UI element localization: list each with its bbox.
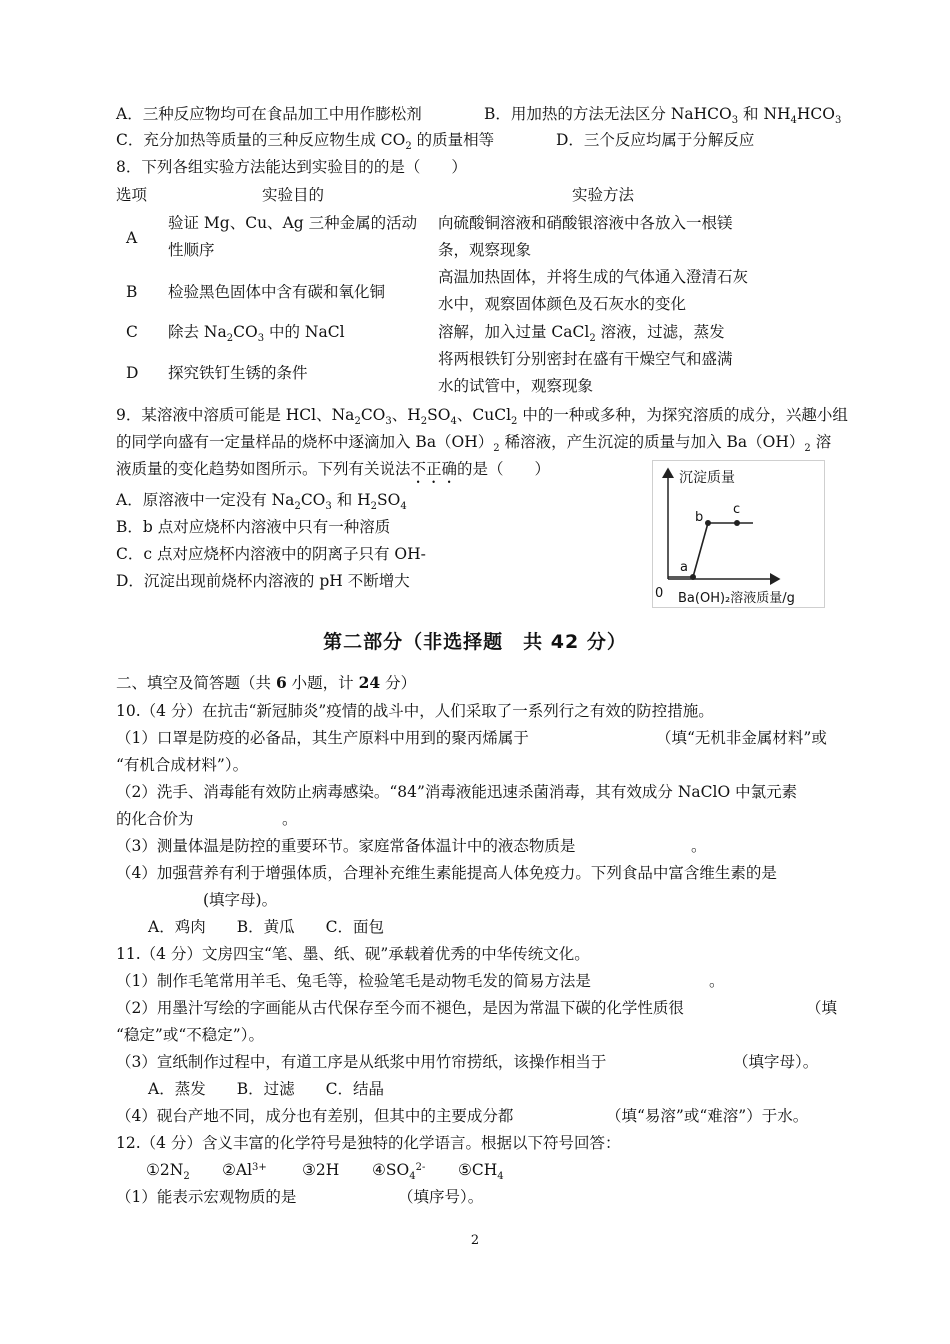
q8-row-a-method-2: 条，观察现象	[438, 241, 532, 259]
q11-part-2-choice: （填	[806, 999, 838, 1017]
q12-symbol-2: $②Al^{3+}$	[222, 1161, 267, 1179]
graph-y-label: 沉淀质量	[679, 470, 735, 486]
q10-part-1-cont: “有机合成材料”）。	[116, 756, 249, 774]
q7-option-c: C．充分加热等质量的三种反应物生成 $CO_2$ 的质量相等	[116, 131, 495, 152]
q10-part-2: （2）洗手、消毒能有效防止病毒感染。“84”消毒液能迅速杀菌消毒，其有效成分 NaClO 中氯元素	[116, 783, 798, 801]
q8-row-a-purpose-2: 性顺序	[168, 241, 215, 259]
q8-row-c-method: 溶解，加入过量 CaCl$_2$ 溶液，过滤，蒸发	[438, 323, 725, 344]
q10-part-1: （1）口罩是防疫的必备品，其生产原料中用到的聚丙烯属于	[116, 729, 529, 747]
q10-part-3-end: 。	[691, 837, 707, 855]
page-number: 2	[470, 1233, 480, 1248]
q10-part-4: （4）加强营养有利于增强体质，合理补充维生素能提高人体免疫力。下列食品中富含维生素的是	[116, 864, 777, 882]
q8-row-c-option: C	[126, 323, 138, 341]
q11-part-4: （4）砚台产地不同，成分也有差别，但其中的主要成分都	[116, 1107, 514, 1125]
q8-row-d-purpose: 探究铁钉生锈的条件	[168, 364, 308, 382]
graph-label-c: c	[733, 502, 741, 517]
q11-part-2: （2）用墨汁写绘的字画能从古代保存至今而不褪色，是因为常温下碳的化学性质很	[116, 999, 684, 1017]
q9-stem-line-2: 的同学向盛有一定量样品的烧杯中逐滴加入 $Ba(OH)_2$ 稀溶液，产生沉淀的质量与加入 $Ba(OH)_2$ 溶	[116, 433, 832, 454]
q8-row-d-option: D	[126, 364, 139, 382]
q9-stem-line-3: 液质量的变化趋势如图所示。下列有关说法不正确的是（ ）	[116, 460, 551, 478]
q11-part-2-cont: “稳定”或“不稳定”）。	[116, 1026, 264, 1044]
q12-symbol-5: $⑤CH_4$	[458, 1161, 504, 1182]
q8-row-b-option: B	[126, 283, 138, 301]
q9-option-b: B．b 点对应烧杯内溶液中只有一种溶质	[116, 518, 391, 536]
q7-option-a: A．三种反应物均可在食品加工中用作膨松剂	[116, 105, 422, 123]
q8-row-d-method-2: 水的试管中，观察现象	[438, 377, 594, 395]
q12-part-1: （1）能表示宏观物质的是	[116, 1188, 297, 1206]
graph-label-a: a	[680, 560, 688, 575]
q8-row-b-method-1: 高温加热固体，并将生成的气体通入澄清石灰	[438, 268, 749, 286]
q10-part-1-choice: （填“无机非金属材料”或	[656, 729, 827, 747]
graph-point-b	[705, 520, 711, 526]
part-two-heading: 第二部分（非选择题 共 42 分）	[323, 631, 627, 653]
q11-part-3-choice: （填字母）。	[733, 1053, 819, 1071]
q8-row-b-purpose: 检验黑色固体中含有碳和氧化铜	[168, 283, 386, 301]
graph-line-rise	[693, 523, 708, 577]
q9-precipitate-graph	[652, 460, 825, 608]
q10-part-2-end: 。	[282, 810, 298, 828]
q8-row-d-method-1: 将两根铁钉分别密封在盛有干燥空气和盛满	[438, 350, 733, 368]
q8-row-a-option: A	[126, 229, 138, 247]
q12-symbol-3: ③2H	[302, 1161, 340, 1179]
q9-option-c: C．c 点对应烧杯内溶液中的阴离子只有 OH-	[116, 545, 426, 563]
q10-part-4-options: A．鸡肉 B．黄瓜 C．面包	[148, 918, 384, 936]
q11-part-4-choice: （填“易溶”或“难溶”）于水。	[606, 1107, 809, 1125]
q9-option-d: D．沉淀出现前烧杯内溶液的 pH 不断增大	[116, 572, 410, 590]
graph-x-label: Ba(OH)₂溶液质量/g	[678, 591, 795, 606]
q8-row-a-method-1: 向硫酸铜溶液和硝酸银溶液中各放入一根镁	[438, 214, 733, 232]
q7-option-d: D．三个反应均属于分解反应	[556, 131, 755, 149]
graph-origin-label: 0	[655, 586, 664, 601]
q10-part-4-cont: (填字母)。	[203, 891, 278, 909]
q12-symbol-1: $①2N_2$	[146, 1161, 190, 1182]
q8-header-option: 选项	[116, 186, 148, 204]
q12-stem: 12.（4 分）含义丰富的化学符号是独特的化学语言。根据以下符号回答：	[116, 1134, 621, 1152]
q10-part-2-cont: 的化合价为	[116, 810, 194, 828]
q8-row-c-purpose: 除去 $Na_2CO_3$ 中的 NaCl	[168, 323, 345, 344]
q8-header-method: 实验方法	[572, 186, 635, 204]
q9-option-a: A．原溶液中一定没有 $Na_2CO_3$ 和 $H_2SO_4$	[116, 491, 407, 512]
section-two-title: 二、填空及简答题（共 6 小题，计 24 分）	[116, 673, 417, 692]
q8-stem: 8．下列各组实验方法能达到实验目的的是（ ）	[116, 158, 467, 176]
q10-stem: 10.（4 分）在抗击“新冠肺炎”疫情的战斗中，人们采取了一系列行之有效的防控措施。	[116, 702, 714, 720]
q8-row-b-method-2: 水中，观察固体颜色及石灰水的变化	[438, 295, 687, 313]
q11-part-1-end: 。	[709, 972, 725, 990]
q12-symbol-4: $④SO_4^{2-}$	[372, 1161, 426, 1182]
graph-label-b: b	[695, 510, 704, 525]
q10-part-3: （3）测量体温是防控的重要环节。家庭常备体温计中的液态物质是	[116, 837, 576, 855]
q11-stem: 11.（4 分）文房四宝“笔、墨、纸、砚”承载着优秀的中华传统文化。	[116, 945, 590, 963]
q12-part-1-note: （填序号）。	[398, 1188, 484, 1206]
q8-header-purpose: 实验目的	[262, 186, 325, 204]
q11-part-1: （1）制作毛笔常用羊毛、兔毛等，检验笔毛是动物毛发的简易方法是	[116, 972, 591, 990]
q9-emphasis-not-correct: 不正确	[410, 460, 458, 478]
q8-row-a-purpose-1: 验证 Mg、Cu、Ag 三种金属的活动	[168, 214, 418, 232]
q11-part-3-options: A．蒸发 B．过滤 C．结晶	[148, 1080, 384, 1098]
graph-point-c	[734, 520, 740, 526]
q11-part-3: （3）宣纸制作过程中，有道工序是从纸浆中用竹帘捞纸，该操作相当于	[116, 1053, 607, 1071]
q7-option-b: B．用加热的方法无法区分 NaHCO$_3$ 和 $NH_4HCO_3$	[484, 105, 842, 126]
graph-point-a	[690, 574, 696, 580]
q9-stem-line-1: 9．某溶液中溶质可能是 HCl、$Na_2CO_3$、$H_2SO_4$、CuCl$_2$ 中的一种或多种，为探究溶质的成分，兴趣小组	[116, 406, 848, 427]
